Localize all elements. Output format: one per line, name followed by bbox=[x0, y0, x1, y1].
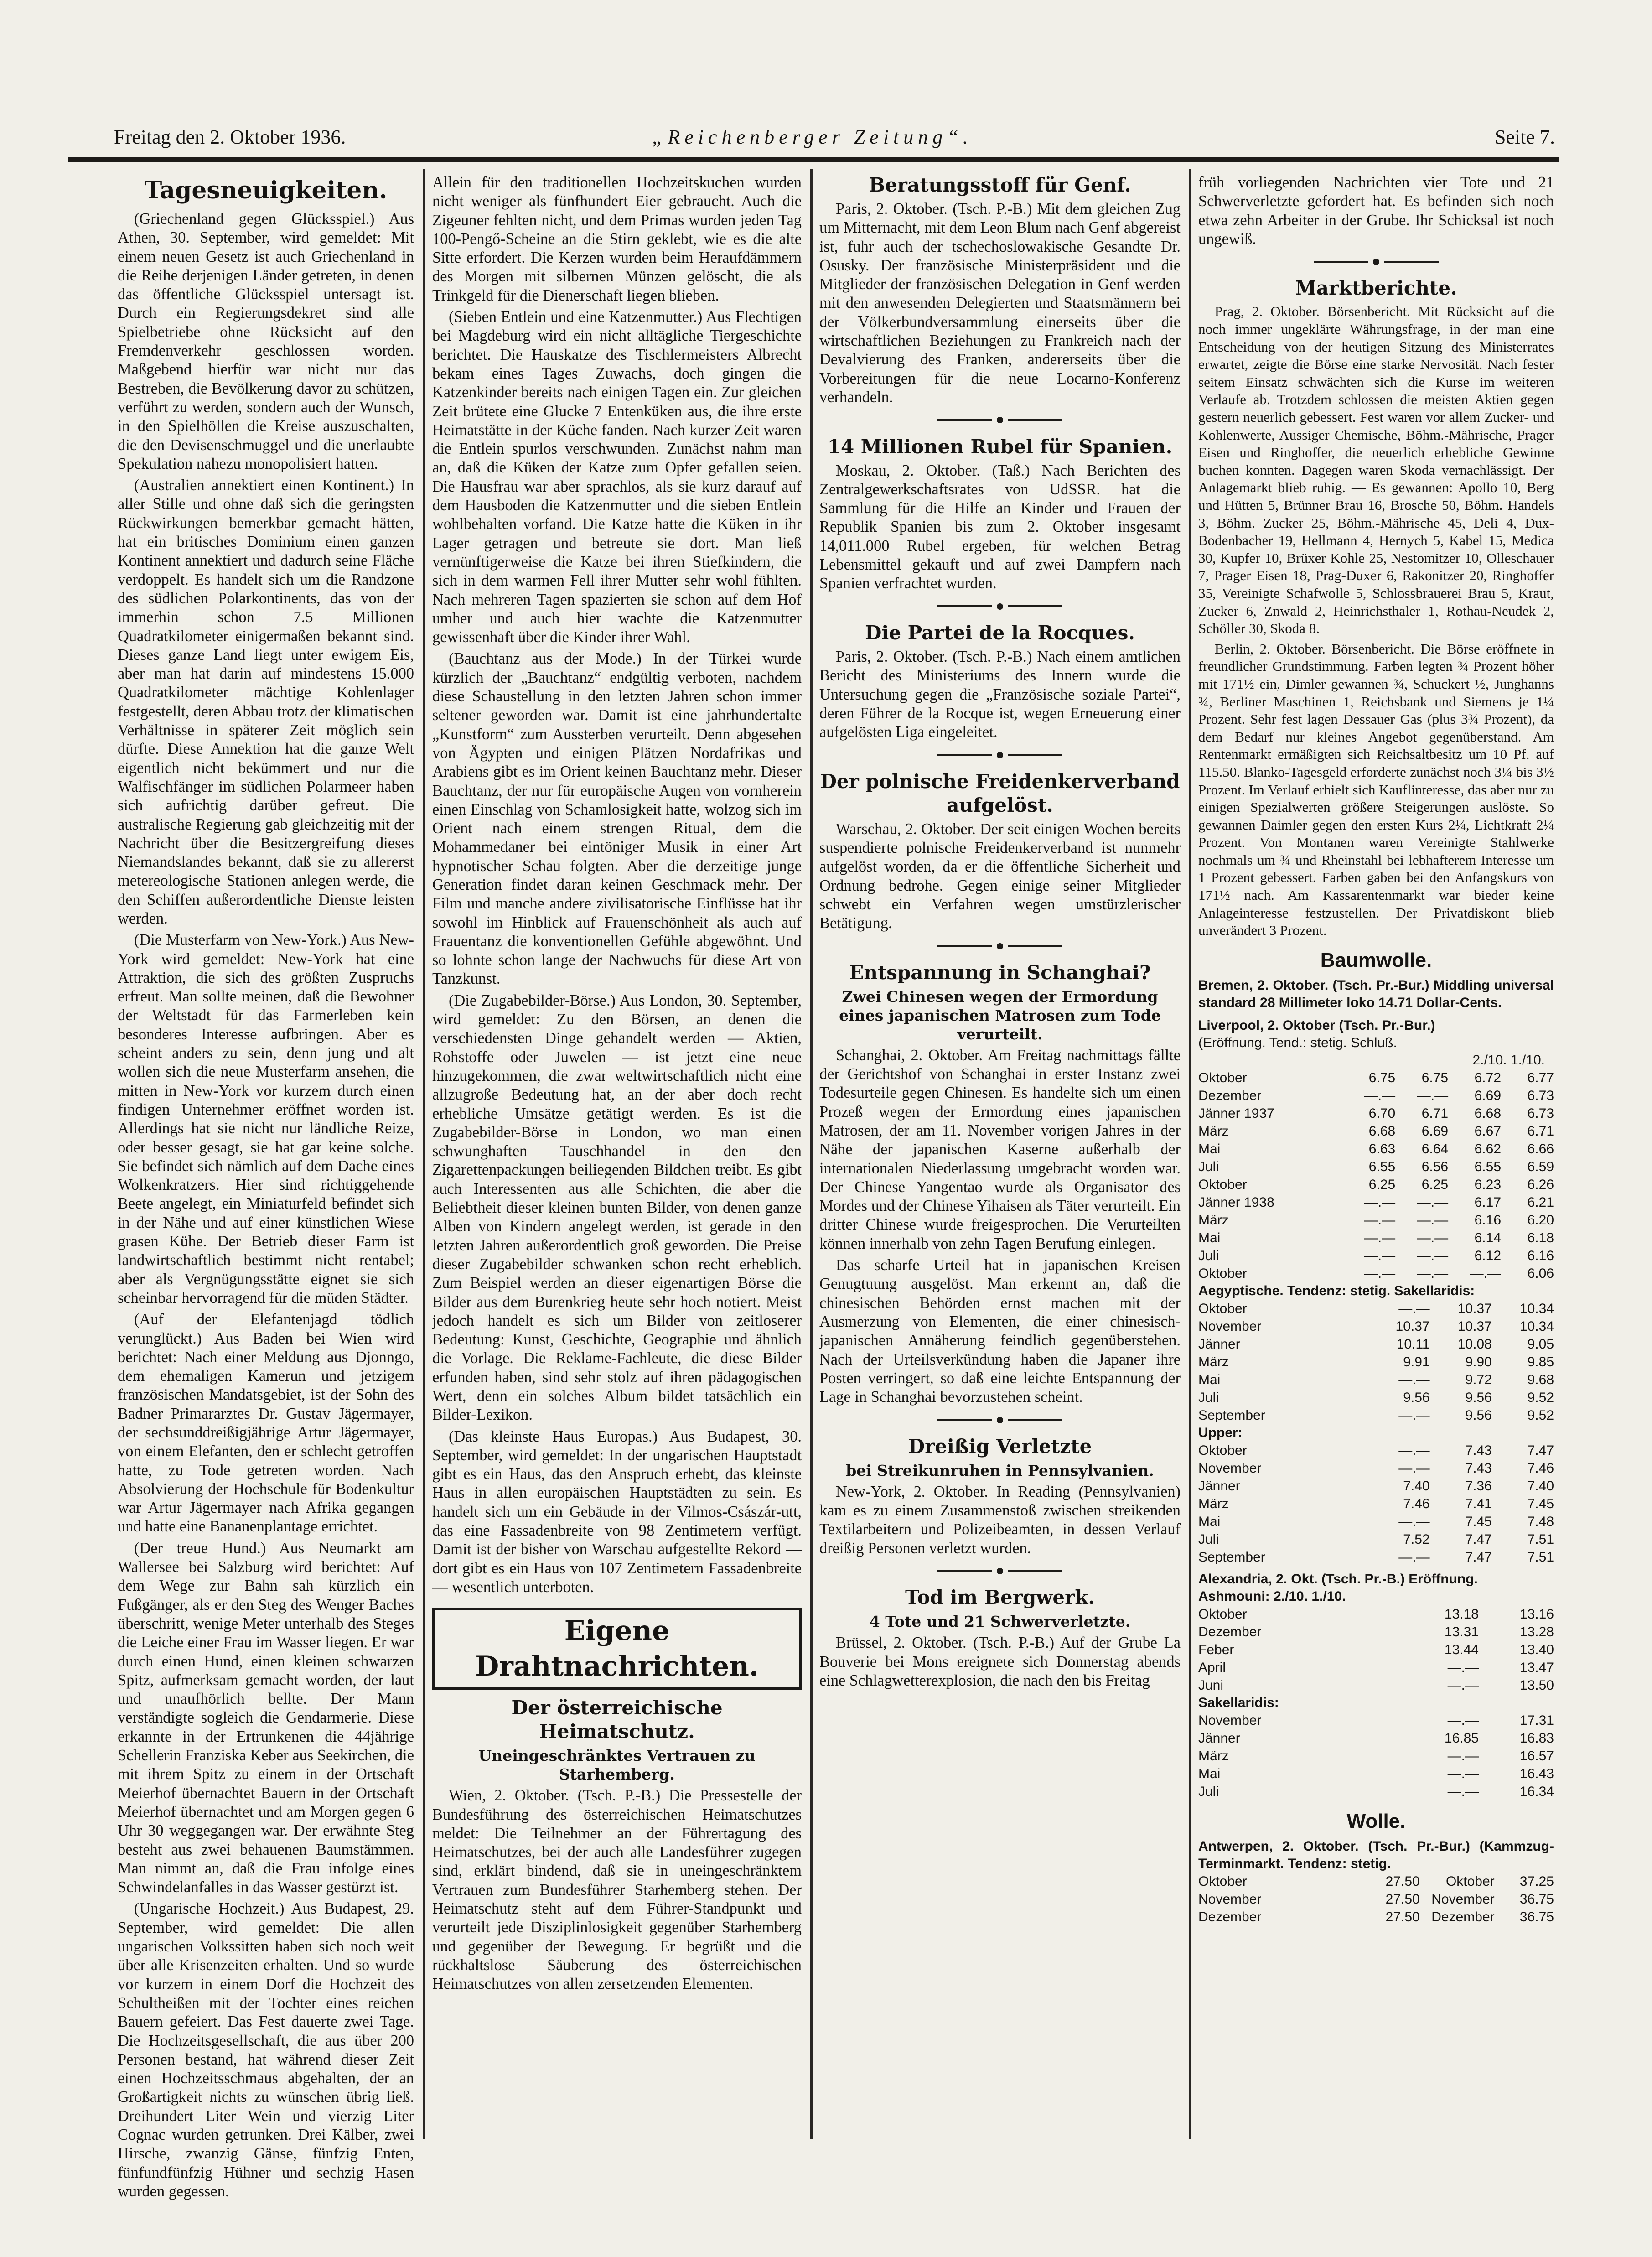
row-label: Oktober bbox=[1198, 1177, 1247, 1192]
article-text: Warschau, 2. Oktober. Der seit einigen Wochen bereits suspendierte polnische Freidenkerverband ist nunmehr aufgelöst worden, da er die öffentliche Sicherheit und Ordnung bedrohe. Gegen einige seiner Mitglieder schwebt ein Verfahren wegen umstürzlerischer Betätigung. bbox=[819, 820, 1181, 932]
row-value: —.— bbox=[1398, 1549, 1430, 1565]
row-value: 7.47 bbox=[1465, 1531, 1492, 1547]
row-value: 9.05 bbox=[1527, 1336, 1554, 1352]
article-text: Moskau, 2. Oktober. (Taß.) Nach Berichten des Zentralgewerkschaftsrates von UdSSR. hat die Sammlung für die Hilfe an Kinder und Frauen der Republik Spanien bis zum 2. Oktober insgesamt 14,011.000 Rubel ergeben, für welchen Betrag Lebensmittel gekauft und auf zwei Dampfern nach Spanien verfrachtet wurden. bbox=[819, 462, 1181, 592]
row-value: 16.83 bbox=[1519, 1730, 1554, 1746]
separator-ornament bbox=[819, 1409, 1181, 1428]
market-line: Upper: bbox=[1198, 1425, 1243, 1440]
table-row bbox=[1198, 1477, 1554, 1495]
table-row bbox=[1198, 1105, 1554, 1122]
table-row bbox=[1198, 1300, 1554, 1318]
row-label: Oktober bbox=[1198, 1873, 1247, 1889]
market-line: Liverpool, 2. Oktober (Tsch. Pr.-Bur.) bbox=[1198, 1017, 1435, 1033]
news-item: (Sieben Entlein und eine Katzenmutter.) Aus Flechtigen bei Magdeburg wird ein nicht alltägliche Tiergeschichte berichtet. Die Hauskatze des Tischlermeisters Albrecht bekam eines Tages Zuwachs, doch gingen die Katzenkinder bereits nach einigen Tagen ein. Zur gleichen Zeit brütete eine Glucke 7 Entenküken aus, die ihre erste Heimatstätte in der Küche fanden. Nach kurzer Zeit waren die Entlein spurlos verschwunden. Zunächst nahm man an, daß die Küken der Katze zum Opfer gefallen seien. Die Hausfrau war aber sprachlos, als sie kurz darauf auf dem Hausboden die Katzenmutter und die sieben Entlein wohlbehalten vorfand. Die Katze hatte die Küken in ihr Lager getragen und betreute sie dort. Man ließ vernünftigerweise die Katze bei ihren Stiefkindern, die sich in dem warmen Fell ihrer Mutter sehr wohl fühlten. Nach mehreren Tagen spazierten sie schon auf dem Hof umher und auch hier wachte die Katzenmutter gewissenhaft über die Kinder ihrer Wahl. bbox=[432, 308, 802, 646]
article-title: Beratungsstoff für Genf. bbox=[869, 174, 1131, 196]
row-value: 6.62 bbox=[1474, 1141, 1502, 1157]
header-rule bbox=[68, 157, 1559, 162]
row-value: 6.75 bbox=[1368, 1070, 1396, 1085]
market-line: Antwerpen, 2. Oktober. (Tsch. Pr.-Bur.) (Kammzug-Terminmarkt. Tendenz: stetig. bbox=[1198, 1838, 1554, 1871]
table-row bbox=[1198, 1406, 1554, 1424]
table-row bbox=[1198, 1747, 1554, 1765]
table-row bbox=[1198, 1513, 1554, 1531]
row-value: 6.18 bbox=[1527, 1230, 1554, 1245]
row-value: —.— bbox=[1398, 1460, 1430, 1476]
news-item: (Die Musterfarm von New-York.) Aus New-York wird gemeldet: New-York hat eine Attraktion, die sich des größten Zuspruchs erfreut. Man sollte meinen, daß die Bewohner der Weltstadt für das Farmerleben kein besonderes Interesse aufbringen. Aber es scheint anders zu sein, denn jung und alt wollen sich die neue Musterfarm ansehen, die mitten in New-York vor kurzem durch einen findigen Unternehmer eröffnet worden ist. Allerdings hat sie nicht nur ländliche Reize, oder besser gesagt, sie hat gar keine solche. Sie befindet sich nämlich auf dem Dache eines Wolkenkratzers. Hier sind richtiggehende Beete angelegt, ein Miniaturfeld befindet sich in der Nähe und auf einer künstlichen Wiese grasen Kühe. Der Betrieb dieser Farm ist landwirtschaftlich bestimmt nicht rentabel; aber als Vergnügungsstätte eignet sie sich scheinbar hervorragend für die müden Städter. bbox=[118, 931, 414, 1307]
table-row bbox=[1198, 1531, 1554, 1548]
row-value: 9.91 bbox=[1403, 1354, 1430, 1370]
row-value: 6.16 bbox=[1527, 1248, 1554, 1263]
row-value: 13.31 bbox=[1444, 1624, 1479, 1640]
table-row bbox=[1198, 1389, 1554, 1406]
row-value: 9.52 bbox=[1527, 1390, 1554, 1405]
table-row bbox=[1198, 1605, 1554, 1623]
table-row bbox=[1198, 1623, 1554, 1641]
column-2 bbox=[432, 173, 802, 2134]
row-label: März bbox=[1198, 1123, 1229, 1139]
article-subtitle: 4 Tote und 21 Schwerverletzte. bbox=[869, 1613, 1131, 1631]
table-row bbox=[1198, 1908, 1554, 1926]
row-value: 9.56 bbox=[1465, 1390, 1492, 1405]
row-value: 17.31 bbox=[1519, 1712, 1554, 1728]
article-title: Der polnische Freidenkerverband aufgelöst. bbox=[820, 770, 1180, 816]
row-value: 13.44 bbox=[1444, 1642, 1479, 1657]
row-value: 27.50 bbox=[1385, 1873, 1420, 1889]
separator-ornament bbox=[819, 936, 1181, 955]
table-row bbox=[1198, 1548, 1554, 1566]
row-value: —.— bbox=[1447, 1766, 1479, 1781]
row-label: Jänner 1938 bbox=[1198, 1194, 1274, 1210]
row-value: 7.48 bbox=[1527, 1514, 1554, 1529]
row-value: 6.70 bbox=[1368, 1105, 1396, 1121]
row-value: Dezember bbox=[1431, 1909, 1495, 1925]
row-value: 7.43 bbox=[1465, 1460, 1492, 1476]
table-row bbox=[1198, 1158, 1554, 1176]
article-title: Dreißig Verletzte bbox=[908, 1435, 1092, 1458]
row-value: 7.47 bbox=[1465, 1549, 1492, 1565]
row-value: 6.17 bbox=[1474, 1194, 1502, 1210]
table-row bbox=[1198, 1442, 1554, 1459]
row-value: 36.75 bbox=[1519, 1909, 1554, 1925]
row-label: September bbox=[1198, 1407, 1265, 1423]
market-line: Bremen, 2. Oktober. (Tsch. Pr.-Bur.) Middling universal standard 28 Millimeter loko 14.71 Dollar-Cents. bbox=[1198, 977, 1554, 1010]
row-value: Oktober bbox=[1445, 1873, 1495, 1889]
article-text: New-York, 2. Oktober. In Reading (Pennsylvanien) kam es zu einem Zusammenstoß zwischen streikenden Textilarbeitern und Polizeibeamten, in dessen Verlauf dreißig Personen verletzt wurden. bbox=[819, 1483, 1181, 1557]
row-value: 7.36 bbox=[1465, 1478, 1492, 1494]
newspaper-name: „Reichenberger Zeitung“. bbox=[652, 126, 973, 148]
market-line: 2./10. 1./10. bbox=[1472, 1052, 1545, 1068]
table-row bbox=[1198, 1459, 1554, 1477]
row-value: 13.16 bbox=[1519, 1606, 1554, 1622]
row-value: 6.73 bbox=[1527, 1088, 1554, 1103]
article-title: Entspannung in Schanghai? bbox=[849, 961, 1151, 984]
row-value: 6.68 bbox=[1368, 1123, 1396, 1139]
row-value: 6.69 bbox=[1421, 1123, 1449, 1139]
row-value: 6.12 bbox=[1474, 1248, 1502, 1263]
row-value: 7.46 bbox=[1527, 1460, 1554, 1476]
row-value: 6.25 bbox=[1421, 1177, 1449, 1192]
row-value: 9.90 bbox=[1465, 1354, 1492, 1370]
section-heading: Marktberichte. bbox=[1295, 277, 1457, 300]
column-3 bbox=[819, 173, 1181, 2134]
page-number: Seite 7. bbox=[1495, 126, 1555, 148]
row-value: —.— bbox=[1447, 1677, 1479, 1693]
row-label: Mai bbox=[1198, 1372, 1221, 1387]
row-value: 6.59 bbox=[1527, 1159, 1554, 1174]
row-value: —.— bbox=[1398, 1442, 1430, 1458]
row-value: 6.72 bbox=[1474, 1070, 1502, 1085]
row-value: November bbox=[1431, 1891, 1495, 1907]
egypt-table bbox=[1198, 1300, 1554, 1424]
table-row bbox=[1198, 1193, 1554, 1211]
row-value: 6.77 bbox=[1527, 1070, 1554, 1085]
market-report: Prag, 2. Oktober. Börsenbericht. Mit Rücksicht auf die noch immer ungeklärte Währungsfrage, in der man eine Entscheidung von der heutigen Sitzung des Ministerrates erwartet, zeigte die Börse eine starke Nervosität. Nach fester seitem Einsatz schwächten sich die Kurse im weiteren Verlaufe ab. Trotzdem schlossen die meisten Aktien gegen gestern neuerlich gebessert. Fest waren vor allem Zucker- und Kohlenwerte, Aussiger Chemische, Böhm.-Mährische, Prager Eisen und Ringhoffer, die neuerlich erhebliche Gewinne buchen konnten. Dagegen waren Skoda vernachlässigt. Der Anlagemarkt blieb ruhig. — Es gewannen: Apollo 10, Berg und Hütten 5, Brünner Brau 16, Brosche 50, Böhm. Handels 3, Böhm. Zucker 25, Böhm.-Mährische 45, Deli 4, Dux-Bodenbacher 19, Hellmann 4, Hernych 5, Kabel 15, Medica 30, Kupfer 10, Brüxer Kohle 25, Nestomitzer 10, Olleschauer 7, Prager Eisen 18, Prag-Duxer 6, Rakonitzer 20, Ringhoffer 35, Vereinigte Schafwolle 5, Schlossbrauerei Brau 5, Kraut, Zucker 6, Znwald 2, Heinrichsthaler 1, Rothau-Neudek 2, Schöller 30, Skoda 8. bbox=[1198, 303, 1554, 637]
row-label: Juli bbox=[1198, 1531, 1219, 1547]
market-report: Berlin, 2. Oktober. Börsenbericht. Die Börse eröffnete in freundlicher Grundstimmung. Farben legten ¾ Prozent höher mit 171½ ein, Dimler gewannen ¾, Schuckert ½, Junghanns ¾, Berliner Maschinen 1, Reichsbank und Siemens je 1¼ Prozent. Sehr fest lagen Dessauer Gas (plus 3¾ Prozent), da dem Bedarf nur kleines Angebot gegenüberstand. Am Rentenmarkt ermäßigten sich Reichsaltbesitz um 10 Pf. auf 115.50. Blanko-Tagesgeld erforderte zunächst noch 3¼ bis 3½ Prozent. Im Verlauf erhielt sich Kauflinteresse, das aber nur zu einigen Spezialwerten größere Steigerungen auslöste. So gewannen Daimler gegen den ersten Kurs 2¼, Lichtkraft 2¼ Prozent. Von Montanen waren Vereinigte Stahlwerke nochmals um ¾ und Rheinstahl bei lebhafterem Interesse um 1 Prozent gebessert. Farben gaben bei den Anfangskurs von 171½ nach. Am Kassarentenmarkt war bieder keine Anlageinteresse festzustellen. Der Privatdiskont blieb unverändert 3 Prozent. bbox=[1198, 640, 1554, 939]
liverpool-table bbox=[1198, 1069, 1554, 1282]
column-divider-1 bbox=[423, 169, 425, 2139]
row-value: 6.20 bbox=[1527, 1212, 1554, 1228]
row-value: 7.52 bbox=[1403, 1531, 1430, 1547]
row-value: 6.66 bbox=[1527, 1141, 1554, 1157]
row-value: —.— bbox=[1364, 1194, 1396, 1210]
row-value: —.— bbox=[1398, 1372, 1430, 1387]
row-value: 9.85 bbox=[1527, 1354, 1554, 1370]
article-title: Der österreichische Heimatschutz. bbox=[511, 1697, 723, 1743]
row-value: 7.40 bbox=[1527, 1478, 1554, 1494]
row-value: —.— bbox=[1398, 1301, 1430, 1316]
article-text: Wien, 2. Oktober. (Tsch. P.-B.) Die Pressestelle der Bundesführung des österreichischen Heimatschutzes meldet: Die Teilnehmer an der Führertagung des Heimatschutzes, bei der auch alle Landesführer zugegen sind, erklärt bindend, daß sie in uneingeschränktem Vertrauen zum Bundesführer Starhemberg stehen. Der Heimatschutz steht auf dem Führer-Standpunkt und verurteilt jede Disziplinlosigkeit gegenüber Starhemberg und gegenüber der Bewegung. Er begrüßt und die rückhaltslose Säuberung des österreichischen Heimatschutzes von allen zersetzenden Elementen. bbox=[432, 1787, 802, 1993]
row-value: 6.55 bbox=[1474, 1159, 1502, 1174]
row-value: —.— bbox=[1364, 1230, 1396, 1245]
row-value: 10.34 bbox=[1519, 1301, 1554, 1316]
row-label: November bbox=[1198, 1460, 1262, 1476]
table-row bbox=[1198, 1729, 1554, 1747]
row-value: 7.51 bbox=[1527, 1531, 1554, 1547]
article-title: 14 Millionen Rubel für Spanien. bbox=[827, 435, 1173, 458]
table-row bbox=[1198, 1247, 1554, 1265]
row-value: 6.55 bbox=[1368, 1159, 1396, 1174]
separator-ornament bbox=[819, 410, 1181, 428]
row-value: 6.16 bbox=[1474, 1212, 1502, 1228]
row-value: 10.37 bbox=[1457, 1318, 1492, 1334]
separator-ornament bbox=[1198, 251, 1554, 270]
row-value: 10.11 bbox=[1396, 1336, 1430, 1352]
table-row bbox=[1198, 1318, 1554, 1335]
row-value: —.— bbox=[1470, 1266, 1502, 1281]
market-line: Aegyptische. Tendenz: stetig. Sakellaridis: bbox=[1198, 1283, 1475, 1298]
row-label: Mai bbox=[1198, 1766, 1221, 1781]
table-row bbox=[1198, 1890, 1554, 1908]
table-row bbox=[1198, 1641, 1554, 1659]
article-text: Brüssel, 2. Oktober. (Tsch. P.-B.) Auf der Grube La Bouverie bei Mons ereignete sich Donnerstag abends eine Schlagwetterexplosion, die nach den bis Freitag bbox=[819, 1634, 1181, 1689]
table-row bbox=[1198, 1371, 1554, 1389]
news-item: Allein für den traditionellen Hochzeitskuchen wurden nicht weniger als fünfhundert Eier gebraucht. Auch die Zigeuner fehlten nicht, und dem Primas wurden jeden Tag 100-Pengő-Scheine an die Stirn geklebt, wie es die alte Sitte erfordert. Die Kerzen wurden beim Heraufdämmern des Morgen mit silbernen Münzen gelöscht, die als Trinkgeld für die Dienerschaft liegen blieben. bbox=[432, 174, 802, 304]
table-row bbox=[1198, 1765, 1554, 1783]
table-row bbox=[1198, 1676, 1554, 1694]
row-value: 6.71 bbox=[1527, 1123, 1554, 1139]
column-divider-3 bbox=[1189, 169, 1191, 2139]
row-value: 6.06 bbox=[1527, 1266, 1554, 1281]
table-row bbox=[1198, 1873, 1554, 1890]
separator-ornament bbox=[819, 1561, 1181, 1579]
row-value: 13.18 bbox=[1444, 1606, 1479, 1622]
row-label: November bbox=[1198, 1318, 1262, 1334]
row-value: 7.41 bbox=[1465, 1496, 1492, 1511]
row-value: 6.73 bbox=[1527, 1105, 1554, 1121]
row-value: 6.26 bbox=[1527, 1177, 1554, 1192]
table-row bbox=[1198, 1783, 1554, 1800]
table-row bbox=[1198, 1712, 1554, 1729]
market-line: Sakellaridis: bbox=[1198, 1695, 1279, 1710]
row-value: —.— bbox=[1447, 1712, 1479, 1728]
row-label: Juli bbox=[1198, 1248, 1219, 1263]
row-value: —.— bbox=[1398, 1514, 1430, 1529]
row-value: —.— bbox=[1417, 1212, 1449, 1228]
row-value: 6.75 bbox=[1421, 1070, 1449, 1085]
row-value: 9.72 bbox=[1465, 1372, 1492, 1387]
row-label: März bbox=[1198, 1212, 1229, 1228]
news-item: (Das kleinste Haus Europas.) Aus Budapest, 30. September, wird gemeldet: In der ungarischen Hauptstadt gibt es ein Haus, das den Anspruch erhebt, das kleinste Haus in allen europäischen Hauptstädten zu sein. Es handelt sich um ein Gebäude in der Vilmos-Császár-utt, das eine Fassadenbreite von 98 Zentimetern verfügt. Damit ist der bisher von Warschau aufgestellte Rekord — dort gibt es ein Haus von 107 Zentimetern Fassadenbreite — wesentlich unterboten. bbox=[432, 1427, 802, 1596]
section-heading: Tagesneuigkeiten. bbox=[144, 176, 388, 204]
row-label: November bbox=[1198, 1712, 1262, 1728]
table-row bbox=[1198, 1229, 1554, 1247]
row-label: Oktober bbox=[1198, 1266, 1247, 1281]
news-item: (Der treue Hund.) Aus Neumarkt am Wallersee bei Salzburg wird berichtet: Auf dem Wege zur Bahn sah kürzlich ein Fußgänger, als er den Steg des Wenger Baches überschritt, wenige Meter unterhalb des Steges die Leiche einer Frau im Wasser liegen. Er war durch einen Hund, einen kleinen schwarzen Spitz, aufmerksam gemacht worden, der laut und unaufhörlich bellte. Der Mann verständigte sogleich die Gendarmerie. Diese erkannte in der Ertrunkenen die 44jährige Schellerin Franziska Keber aus Seekirchen, die mit ihrem Spitz zu einem in der Ortschaft Meierhof übernachtet Bauern in der Ortschaft Meierhof übernachtet und am Morgen gegen 6 Uhr 30 weggegangen war. Der erwähnte Steg besteht aus zwei behauenen Baumstämmen. Man nimmt an, daß die Frau infolge eines Schwindelanfalles in das Wasser gestürzt ist. bbox=[118, 1539, 414, 1896]
row-value: 13.47 bbox=[1519, 1660, 1554, 1675]
row-label: Jänner bbox=[1198, 1336, 1240, 1352]
row-label: Dezember bbox=[1198, 1624, 1262, 1640]
table-row bbox=[1198, 1495, 1554, 1513]
row-value: 7.43 bbox=[1465, 1442, 1492, 1458]
row-value: —.— bbox=[1398, 1407, 1430, 1423]
news-item: (Australien annektiert einen Kontinent.) In aller Stille und ohne daß sich die geringsten Rückwirkungen bemerkbar gemacht hätten, hat ein britisches Dominium einen ganzen Kontinent annektiert und dadurch seine Fläche verdoppelt. Es handelt sich um die Randzone des südlichen Polarkontinents, das von der immerhin schon 7.5 Millionen Quadratkilometer einigermaßen bekannt sind. Dieses ganze Land liegt unter ewigem Eis, aber man hat darin auf mindestens 15.000 Quadratkilometer mächtige Kohlenlager festgestellt, deren Abbau trotz der klimatischen Verhältnisse in späterer Zeit möglich sein dürfte. Diese Annektion hat die ganze Welt eigentlich nicht bekümmert und nur die Walfischfänger im südlichen Polarmeer haben sich aufrichtig darüber gefreut. Die australische Regierung gab gleichzeitig mit der Nachricht über die Besitzergreifung dieses Niemandslandes bekannt, daß sie zu allererst metereologische Stationen anlegen werde, die den Schiffen außerordentliche Dienste leisten werden. bbox=[118, 477, 414, 927]
row-value: 7.51 bbox=[1527, 1549, 1554, 1565]
table-row bbox=[1198, 1176, 1554, 1193]
row-value: 37.25 bbox=[1519, 1873, 1554, 1889]
row-label: Dezember bbox=[1198, 1088, 1262, 1103]
column-1 bbox=[118, 173, 414, 2200]
table-row bbox=[1198, 1122, 1554, 1140]
row-value: 6.64 bbox=[1421, 1141, 1449, 1157]
market-line: Ashmouni: 2./10. 1./10. bbox=[1198, 1588, 1346, 1604]
row-value: 6.14 bbox=[1474, 1230, 1502, 1245]
news-item: (Die Zugabebilder-Börse.) Aus London, 30. September, wird gemeldet: Zu den Börsen, an denen die verschiedensten Dinge gehandelt werden — Aktien, Rohstoffe oder Juwelen — ist jetzt eine neue hinzugekommen, die zwar weltwirtschaftlich nicht eine allzugroße Bedeutung hat, an der aber doch recht erhebliche Umsätze getätigt werden. Es ist die Zugabebilder-Börse in London, wo man einen schwunghaften Tauschhandel in den den Zigarettenpackungen beiliegenden Bildchen treibt. Es gibt auch Interessenten aus alle Schichten, die aber die Beliebtheit dieser kleinen bunten Bilder, von denen ganze Alben von Kindern angelegt werden, ist gerade in den letzten Jahren außerordentlich groß geworden. Die Preise dieser Zugabebilder schwanken schon recht erheblich. Zum Beispiel werden an dieser eigenartigen Börse die Bilder aus dem Burenkrieg heute sehr hoch notiert. Meist jedoch handelt es sich um Bilder von zeitloserer Bedeutung: Kunst, Geschichte, Geographie und ähnlich die Vorlage. Die Reklame-Fachleute, die diese Bilder erfunden haben, sind sehr stolz auf ihren pädagogischen Wert, denn ein solches Album bildet tatsächlich ein Bilder-Lexikon. bbox=[432, 991, 802, 1424]
row-label: Oktober bbox=[1198, 1606, 1247, 1622]
table-row bbox=[1198, 1069, 1554, 1087]
article-subtitle: Zwei Chinesen wegen der Ermordung eines japanischen Matrosen zum Tode verurteilt. bbox=[839, 987, 1161, 1043]
page-header bbox=[114, 125, 1555, 153]
row-value: 27.50 bbox=[1385, 1891, 1420, 1907]
row-value: 10.34 bbox=[1519, 1318, 1554, 1334]
row-label: Mai bbox=[1198, 1514, 1221, 1529]
row-value: 6.56 bbox=[1421, 1159, 1449, 1174]
table-row bbox=[1198, 1335, 1554, 1353]
article-text: Paris, 2. Oktober. (Tsch. P.-B.) Mit dem gleichen Zug um Mitternacht, mit dem Leon Blum nach Genf abgereist ist, fuhr auch der tschechoslowakische Gesandte Dr. Osusky. Der französische Ministerpräsident und die Mitglieder der französischen Delegation in Genf werden mit den anwesenden Delegierten und Staatsmännern bei der Völkerbundversammlung einerseits über die wirtschaftlichen Beziehungen zu Frankreich nach der Devalvierung des Franken, andererseits über die Vorbereitungen für die neue Locarno-Konferenz verhandeln. bbox=[819, 200, 1181, 406]
row-value: 9.68 bbox=[1527, 1372, 1554, 1387]
row-value: 10.37 bbox=[1395, 1318, 1430, 1334]
table-row bbox=[1198, 1087, 1554, 1105]
news-item: (Auf der Elefantenjagd tödlich verunglückt.) Aus Baden bei Wien wird berichtet: Nach einer Meldung aus Djonngo, dem ehemaligen Kamerun und jetzigem französischen Mandatsgebiet, ist der Sohn des Badner Primararztes Dr. Gustav Jägermayer, der sechsunddreißigjährige Artur Jägermayer, von einem Elefanten, den er schlecht getroffen hatte, zu Tode getreten worden. Nach Absolvierung der Hochschule für Bodenkultur war Artur Jägermayer nach Afrika gegangen und hatte eine Bananenplantage errichtet. bbox=[118, 1311, 414, 1536]
row-label: Jänner bbox=[1198, 1730, 1240, 1746]
table-row bbox=[1198, 1265, 1554, 1282]
row-value: 16.43 bbox=[1519, 1766, 1554, 1781]
row-label: Oktober bbox=[1198, 1442, 1247, 1458]
row-label: Jänner bbox=[1198, 1478, 1240, 1494]
row-value: 16.34 bbox=[1519, 1784, 1554, 1799]
row-value: 6.67 bbox=[1474, 1123, 1502, 1139]
row-label: Juni bbox=[1198, 1677, 1224, 1693]
row-label: Juli bbox=[1198, 1784, 1219, 1799]
row-label: Dezember bbox=[1198, 1909, 1262, 1925]
row-label: Jänner 1937 bbox=[1198, 1105, 1274, 1121]
row-value: 7.40 bbox=[1403, 1478, 1430, 1494]
row-value: 6.25 bbox=[1368, 1177, 1396, 1192]
row-value: —.— bbox=[1417, 1194, 1449, 1210]
row-label: November bbox=[1198, 1891, 1262, 1907]
row-value: 36.75 bbox=[1519, 1891, 1554, 1907]
row-value: 6.68 bbox=[1474, 1105, 1502, 1121]
article-title: Tod im Bergwerk. bbox=[905, 1586, 1095, 1609]
market-line: (Eröffnung. Tend.: stetig. Schluß. bbox=[1198, 1035, 1397, 1050]
row-value: 16.57 bbox=[1519, 1748, 1554, 1764]
row-value: —.— bbox=[1447, 1784, 1479, 1799]
commodity-heading: Wolle. bbox=[1346, 1810, 1406, 1832]
row-label: Mai bbox=[1198, 1230, 1221, 1245]
row-value: 13.40 bbox=[1519, 1642, 1554, 1657]
row-value: —.— bbox=[1447, 1660, 1479, 1675]
table-row bbox=[1198, 1353, 1554, 1371]
row-value: 7.47 bbox=[1527, 1442, 1554, 1458]
row-value: —.— bbox=[1364, 1248, 1396, 1263]
row-value: 9.56 bbox=[1465, 1407, 1492, 1423]
issue-date: Freitag den 2. Oktober 1936. bbox=[114, 126, 346, 148]
news-item: (Griechenland gegen Glücksspiel.) Aus Athen, 30. September, wird gemeldet: Mit einem neuen Gesetz ist auch Griechenland in die Reihe derjenigen Länder getreten, in denen das öffentliche Glücksspiel untersagt ist. Durch ein Regierungsdekret sind alle Spielbetriebe ohne Rücksicht auf den Fremdenverkehr geschlossen worden. Maßgebend hierfür war nicht nur das Bestreben, die Bevölkerung davor zu schützen, verführt zu werden, sondern auch der Wunsch, in den Spielhöllen die Kreise auszuschalten, die den Devisenschmuggel und die unerlaubte Spekulation nahezu monopolisiert hatten. bbox=[118, 210, 414, 472]
sakellaridis-table bbox=[1198, 1712, 1554, 1800]
row-label: Oktober bbox=[1198, 1070, 1247, 1085]
row-label: März bbox=[1198, 1496, 1229, 1511]
article-text: früh vorliegenden Nachrichten vier Tote und 21 Schwerverletzte gefordert hat. Es befinden sich noch etwa zehn Arbeiter in der Grube. Ihr Schicksal ist noch ungewiß. bbox=[1198, 174, 1554, 248]
row-value: 13.28 bbox=[1519, 1624, 1554, 1640]
row-value: —.— bbox=[1364, 1212, 1396, 1228]
row-value: —.— bbox=[1364, 1266, 1396, 1281]
column-4 bbox=[1198, 173, 1554, 2134]
row-value: 10.08 bbox=[1457, 1336, 1492, 1352]
article-text: Schanghai, 2. Oktober. Am Freitag nachmittags fällte der Gerichtshof von Schanghai in erster Instanz zwei Todesurteile gegen Chinesen. Es handelte sich um einen Prozeß wegen der Ermordung eines japanischen Matrosen, der am 11. November vorigen Jahres in der Nähe der japanischen Kaserne außerhalb der internationalen Niederlassung umgebracht worden war. Der Chinese Yangentao wurde als Organisator des Mordes und der Chinese Yihaisen als Täter verurteilt. Ein dritter Chinese wurde freigesprochen. Die Verurteilten können innerhalb von zehn Tagen Berufung einlegen. bbox=[819, 1046, 1181, 1252]
separator-ornament bbox=[819, 744, 1181, 763]
row-value: 7.46 bbox=[1403, 1496, 1430, 1511]
row-value: —.— bbox=[1447, 1748, 1479, 1764]
row-label: Juli bbox=[1198, 1159, 1219, 1174]
row-value: —.— bbox=[1417, 1266, 1449, 1281]
row-label: Mai bbox=[1198, 1141, 1221, 1157]
row-value: —.— bbox=[1417, 1230, 1449, 1245]
row-value: 9.56 bbox=[1403, 1390, 1430, 1405]
table-row bbox=[1198, 1659, 1554, 1676]
row-label: April bbox=[1198, 1660, 1226, 1675]
news-item: (Bauchtanz aus der Mode.) In der Türkei wurde kürzlich der „Bauchtanz“ endgültig verboten, nachdem diese Schaustellung in den letzten Jahren schon immer seltener geworden war. Damit ist eine jahrhundertalte „Kunstform“ zum Aussterben verurteilt. Denn abgesehen von Ägypten und einigen Plätzen Nordafrikas und Arabiens gibt es im Orient keinen Bauchtanz mehr. Dieser Bauchtanz, der nur für europäische Augen von vornherein einen Einschlag von Schamlosigkeit hatte, wolzog sich im Orient nach einem strengen Ritual, dem die Mohammedaner bei eintöniger Musik in einer Art hypnotischer Schau folgten. Aber die derzeitige junge Generation findet daran keinen Geschmack mehr. Der Film und manche andere zivilisatorische Einflüsse hat ihr sowohl im Hinblick auf Frauenschönheit als auch auf Frauentanz die konventionellen Gefühle abgewöhnt. Und so lohnte schon lange der Nachwuchs für diese Art von Tanzkunst. bbox=[432, 650, 802, 988]
row-label: März bbox=[1198, 1354, 1229, 1370]
table-row bbox=[1198, 1140, 1554, 1158]
row-label: März bbox=[1198, 1748, 1229, 1764]
commodity-heading: Baumwolle. bbox=[1320, 949, 1432, 971]
row-value: 6.69 bbox=[1474, 1088, 1502, 1103]
row-value: 10.37 bbox=[1457, 1301, 1492, 1316]
wire-news-banner: Eigene Drahtnachrichten. bbox=[432, 1608, 802, 1690]
row-label: Oktober bbox=[1198, 1301, 1247, 1316]
row-label: Feber bbox=[1198, 1642, 1234, 1657]
article-subtitle: Uneingeschränktes Vertrauen zu Starhemberg. bbox=[478, 1747, 756, 1784]
row-value: 6.63 bbox=[1368, 1141, 1396, 1157]
row-value: —.— bbox=[1417, 1088, 1449, 1103]
row-value: 9.52 bbox=[1527, 1407, 1554, 1423]
table-row bbox=[1198, 1211, 1554, 1229]
article-text: Paris, 2. Oktober. (Tsch. P.-B.) Nach einem amtlichen Bericht des Ministeriums des Innern wurde die Untersuchung gegen die „Französische soziale Partei“, deren Führer de la Rocque ist, wegen Erneuerung einer aufgelösten Liga eingeleitet. bbox=[819, 648, 1181, 741]
wool-table bbox=[1198, 1873, 1554, 1926]
row-value: 6.21 bbox=[1527, 1194, 1554, 1210]
article-text: Das scharfe Urteil hat in japanischen Kreisen Genugtuung ausgelöst. Man erkennt an, daß die chinesischen Behörden ernst machen mit der Ausmerzung von Elementen, die einer chinesisch-japanischen Annäherung feindlich gegenüberstehen. Nach der Urteilsverkündung haben die Japaner ihre Posten verringert, so daß eine leichte Entspannung der Lage in Schanghai bevorzustehen scheint. bbox=[819, 1256, 1181, 1406]
article-title: Die Partei de la Rocques. bbox=[865, 621, 1135, 644]
row-label: September bbox=[1198, 1549, 1265, 1565]
alexandria-table bbox=[1198, 1605, 1554, 1694]
news-item: (Ungarische Hochzeit.) Aus Budapest, 29. September, wird gemeldet: Die allen ungarischen Volkssitten haben sich noch weit über alle Krisenzeiten erhalten. Und so wurde vor kurzem in einem Dorf die Hochzeit des Schultheißen mit der Tochter eines reichen Bauern gefeiert. Das Fest dauerte zwei Tage. Die Hochzeitsgesellschaft, die aus über 200 Personen bestand, hat während dieser Zeit einen Hochzeitsschmaus abgehalten, der an Großartigkeit nichts zu wünschen übrig ließ. Dreihundert Liter Wein und vierzig Liter Cognac wurden getrunken. Drei Kälber, zwei Hirsche, zwanzig Gänse, fünfzig Enten, fünfundfünfzig Hühner und sechzig Hasen wurden gegessen. bbox=[118, 1900, 414, 2200]
market-line: Alexandria, 2. Okt. (Tsch. Pr.-B.) Eröffnung. bbox=[1198, 1571, 1478, 1587]
column-divider-2 bbox=[810, 169, 813, 2139]
row-value: 13.50 bbox=[1519, 1677, 1554, 1693]
separator-ornament bbox=[819, 596, 1181, 615]
row-value: —.— bbox=[1417, 1248, 1449, 1263]
row-value: 7.45 bbox=[1465, 1514, 1492, 1529]
row-value: 7.45 bbox=[1527, 1496, 1554, 1511]
upper-table bbox=[1198, 1442, 1554, 1566]
row-value: 27.50 bbox=[1385, 1909, 1420, 1925]
row-value: 6.23 bbox=[1474, 1177, 1502, 1192]
row-value: 16.85 bbox=[1444, 1730, 1479, 1746]
row-value: —.— bbox=[1364, 1088, 1396, 1103]
row-label: Juli bbox=[1198, 1390, 1219, 1405]
article-subtitle: bei Streikunruhen in Pennsylvanien. bbox=[846, 1461, 1154, 1479]
row-value: 6.71 bbox=[1421, 1105, 1449, 1121]
